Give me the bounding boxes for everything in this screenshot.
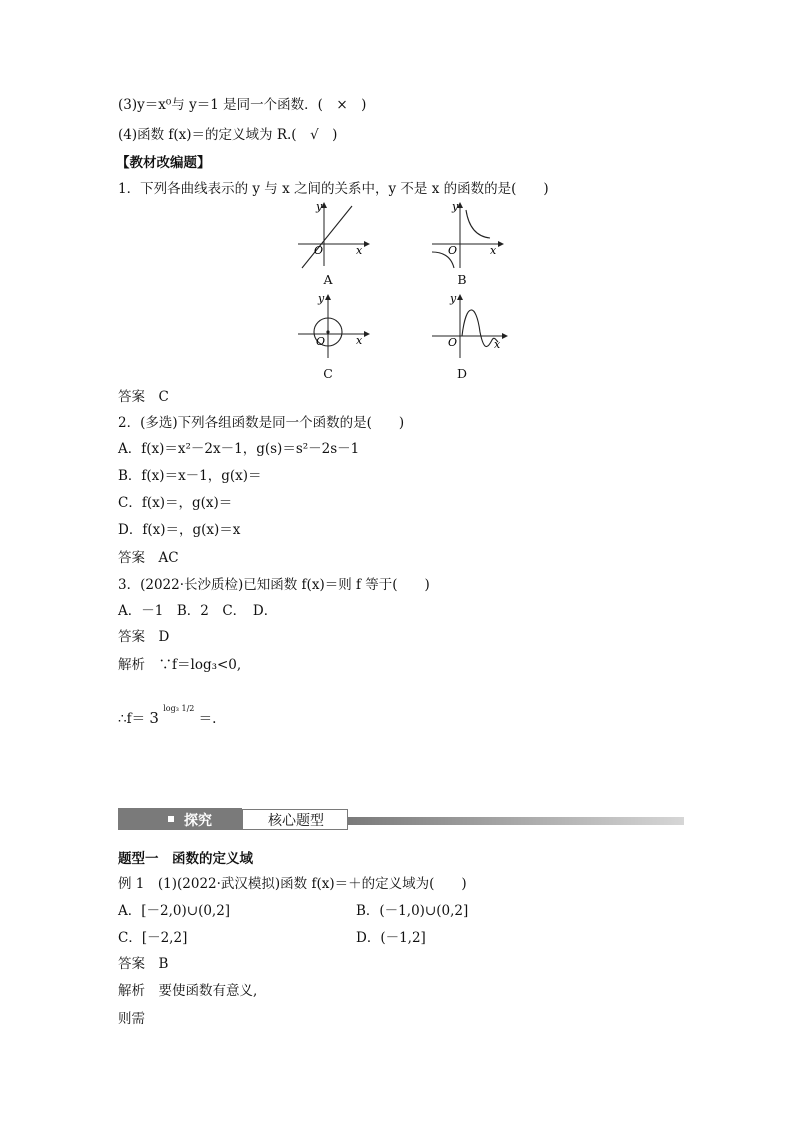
- figure-b: [426, 202, 506, 276]
- origin-label: O: [448, 244, 458, 257]
- question-2-option-c: C．f(x)＝，g(x)＝: [118, 495, 233, 511]
- explanation-3-line-2: [118, 700, 216, 728]
- axis-y-label: y: [452, 200, 459, 213]
- explanation-4: 解析 要使函数有意义,: [118, 983, 258, 999]
- power-base: 3: [149, 709, 159, 727]
- answer-2: 答案 AC: [118, 550, 179, 566]
- example-1-option-d: D．(－1,2]: [356, 930, 426, 946]
- origin-label: O: [448, 336, 458, 349]
- power-exponent: log₃ 1/2: [163, 704, 195, 713]
- example-1: 例 1 (1)(2022·武汉模拟)函数 f(x)＝＋的定义域为( ): [118, 876, 467, 892]
- axis-y-label: y: [450, 292, 457, 305]
- figure-d: [426, 292, 510, 366]
- section-header-right-label: 核心题型: [268, 813, 324, 829]
- explanation-3-prefix: ∴f＝: [118, 711, 146, 727]
- section-tag: 【教材改编题】: [116, 155, 211, 171]
- question-3-options: A．－1 B．2 C． D．: [118, 603, 278, 619]
- question-1: 1．下列各曲线表示的 y 与 x 之间的关系中，y 不是 x 的函数的是( ): [118, 181, 549, 197]
- graph-d: [426, 292, 510, 362]
- axis-y-label: y: [316, 200, 323, 213]
- graph-b: [426, 202, 506, 272]
- answer-1: 答案 C: [118, 389, 169, 405]
- section-header-left-label: 探究: [184, 813, 212, 829]
- figure-a-label: A: [323, 272, 333, 287]
- question-2: 2．(多选)下列各组函数是同一个函数的是( ): [118, 415, 405, 431]
- figure-a: [292, 202, 372, 276]
- explanation-3-line-1: 解析 ∵f＝log₃<0,: [118, 657, 242, 673]
- example-1-option-a: A．[－2,0)∪(0,2]: [118, 903, 231, 919]
- figure-b-label: B: [457, 272, 467, 287]
- figure-d-label: D: [456, 366, 468, 381]
- origin-label: O: [316, 335, 326, 348]
- type-1-heading: 题型一 函数的定义域: [118, 851, 253, 867]
- answer-3: 答案 D: [118, 629, 170, 645]
- axis-x-label: x: [356, 334, 363, 347]
- explanation-4-line-2: 则需: [118, 1011, 145, 1027]
- section-header-gradient: [348, 817, 684, 825]
- axis-x-label: x: [494, 338, 501, 351]
- question-2-option-b: B．f(x)＝x－1，g(x)＝: [118, 468, 262, 484]
- example-1-option-b: B．(－1,0)∪(0,2]: [356, 903, 469, 919]
- answer-4: 答案 B: [118, 956, 169, 972]
- question-3: 3．(2022·长沙质检)已知函数 f(x)＝则 f 等于( ): [118, 577, 430, 593]
- question-2-option-d: D．f(x)＝，g(x)＝x: [118, 522, 241, 538]
- origin-label: O: [314, 244, 324, 257]
- axis-y-label: y: [318, 292, 325, 305]
- example-1-option-c: C．[－2,2]: [118, 930, 188, 946]
- axis-x-label: x: [490, 244, 497, 257]
- graph-a: [292, 202, 372, 272]
- axis-x-label: x: [356, 244, 363, 257]
- statement-3: (3)y＝x⁰与 y＝1 是同一个函数．( × ): [118, 97, 367, 113]
- section-header-bar: [118, 808, 684, 830]
- section-header-left-block: [118, 808, 242, 830]
- square-bullet-icon: [168, 816, 174, 822]
- question-2-option-a: A．f(x)＝x²－2x－1，g(s)＝s²－2s－1: [118, 441, 360, 457]
- figure-c-label: C: [323, 366, 333, 381]
- statement-4: (4)函数 f(x)＝的定义域为 R.( √ ): [118, 127, 338, 143]
- graph-c: [292, 292, 372, 362]
- explanation-3-suffix: ＝.: [198, 711, 217, 727]
- figure-c: [292, 292, 372, 366]
